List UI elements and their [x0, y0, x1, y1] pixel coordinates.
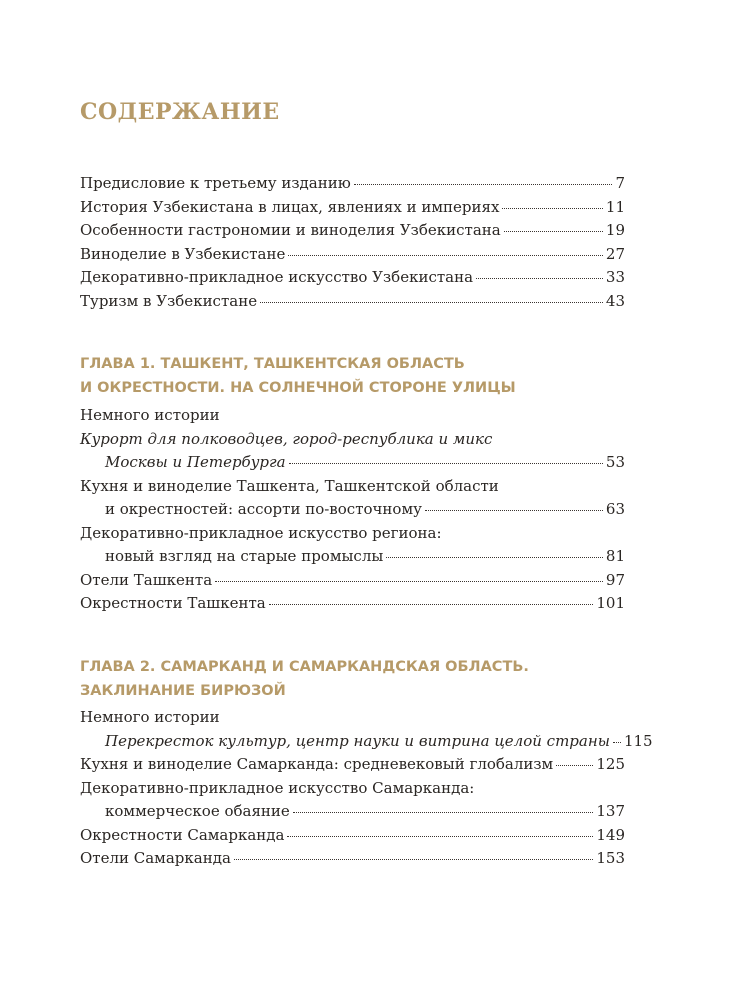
cuisine-line1: Кухня и виноделие Ташкента, Ташкентской области [80, 476, 499, 495]
toc-entry[interactable] [80, 847, 625, 871]
dot-leader [287, 836, 593, 837]
dot-leader [613, 742, 621, 743]
page-number: 43 [605, 291, 625, 310]
dot-leader [502, 208, 602, 209]
dot-leader [504, 231, 603, 232]
page-number: 149 [596, 825, 625, 844]
dot-leader [269, 604, 594, 605]
dot-leader [386, 557, 603, 558]
crafts-line1: Декоративно-прикладное искусство региона: [80, 523, 442, 542]
page-number: 27 [605, 244, 625, 263]
chapter1-toc [80, 404, 625, 616]
dot-leader [425, 510, 603, 511]
history-label: Немного истории [80, 708, 220, 726]
intro-toc [80, 172, 625, 313]
page-number: 115 [623, 731, 653, 750]
page-number: 125 [596, 755, 625, 773]
toc-entry[interactable] [80, 545, 625, 569]
dot-leader [234, 859, 593, 860]
page-number: 11 [605, 197, 625, 216]
dot-leader [556, 765, 593, 766]
page-number: 7 [615, 174, 625, 192]
page-number: 33 [605, 268, 625, 286]
chapter1-heading [80, 352, 640, 400]
dot-leader [215, 581, 603, 582]
entry-title: Виноделие в Узбекистане [80, 244, 286, 263]
entry-title: История Узбекистана в лицах, явлениях и империях [80, 197, 500, 216]
entry-title: Отели Ташкента [80, 570, 213, 589]
toc-entry[interactable] [80, 196, 625, 220]
entry-title: коммерческое обаяние [105, 802, 290, 820]
toc-entry[interactable] [80, 219, 625, 243]
toc-entry[interactable] [80, 243, 625, 267]
entry-title: Окрестности Ташкента [80, 594, 266, 612]
dot-leader [289, 463, 603, 464]
toc-entry[interactable] [80, 290, 625, 314]
toc-entry[interactable] [80, 753, 625, 777]
toc-entry[interactable] [80, 498, 625, 522]
dot-leader [260, 302, 603, 303]
dot-leader [354, 184, 613, 185]
entry-title: Особенности гастрономии и виноделия Узбекистана [80, 221, 501, 239]
dot-leader [476, 278, 603, 279]
entry-title: Перекресток культур, центр науки и витрина целой страны [105, 731, 610, 750]
dot-leader [288, 255, 603, 256]
toc-entry[interactable] [80, 824, 625, 848]
dot-leader [293, 812, 594, 813]
entry-title: Туризм в Узбекистане [80, 291, 258, 310]
toc-entry[interactable] [80, 451, 625, 475]
entry-title: Москвы и Петербурга [105, 453, 286, 471]
page-number: 19 [605, 221, 625, 239]
chapter2-heading-line2: ЗАКЛИНАНИЕ БИРЮЗОЙ [80, 683, 286, 699]
chapter1-heading-line2: И ОКРЕСТНОСТИ. НА СОЛНЕЧНОЙ СТОРОНЕ УЛИЦЫ [80, 380, 516, 396]
toc-entry[interactable] [80, 592, 625, 616]
toc-entry[interactable] [80, 172, 625, 196]
chapter2-heading-line1: ГЛАВА 2. САМАРКАНД И САМАРКАНДСКАЯ ОБЛАСТЬ. [80, 659, 529, 675]
page-number: 101 [596, 594, 625, 612]
page-number: 53 [605, 453, 625, 471]
toc-entry[interactable] [80, 730, 653, 754]
toc-entry[interactable] [80, 800, 625, 824]
toc-entry[interactable] [80, 266, 625, 290]
toc-entry[interactable] [80, 569, 625, 593]
entry-title: Отели Самарканда [80, 849, 231, 867]
entry-title: Окрестности Самарканда [80, 825, 285, 844]
history-label: Немного истории [80, 406, 220, 424]
page-number: 63 [605, 500, 625, 518]
chapter2-toc [80, 706, 653, 871]
entry-title: новый взгляд на старые промыслы [105, 547, 384, 565]
entry-title: Декоративно-прикладное искусство Узбекистана [80, 268, 474, 286]
crafts-line1: Декоративно-прикладное искусство Самарканда: [80, 778, 475, 797]
chapter1-heading-line1: ГЛАВА 1. ТАШКЕНТ, ТАШКЕНТСКАЯ ОБЛАСТЬ [80, 356, 465, 372]
chapter2-heading [80, 655, 640, 703]
page-number: 137 [596, 802, 625, 820]
page-number: 81 [605, 547, 625, 565]
page-number: 153 [596, 849, 625, 867]
page-number: 97 [605, 570, 625, 589]
entry-title: Кухня и виноделие Самарканда: средневековый глобализм [80, 755, 554, 773]
entry-title: Предисловие к третьему изданию [80, 174, 351, 192]
history-subtitle-line1: Курорт для полководцев, город-республика и микс [80, 429, 493, 448]
entry-title: и окрестностей: ассорти по-восточному [105, 500, 422, 518]
page-title: СОДЕРЖАНИЕ [80, 99, 280, 125]
